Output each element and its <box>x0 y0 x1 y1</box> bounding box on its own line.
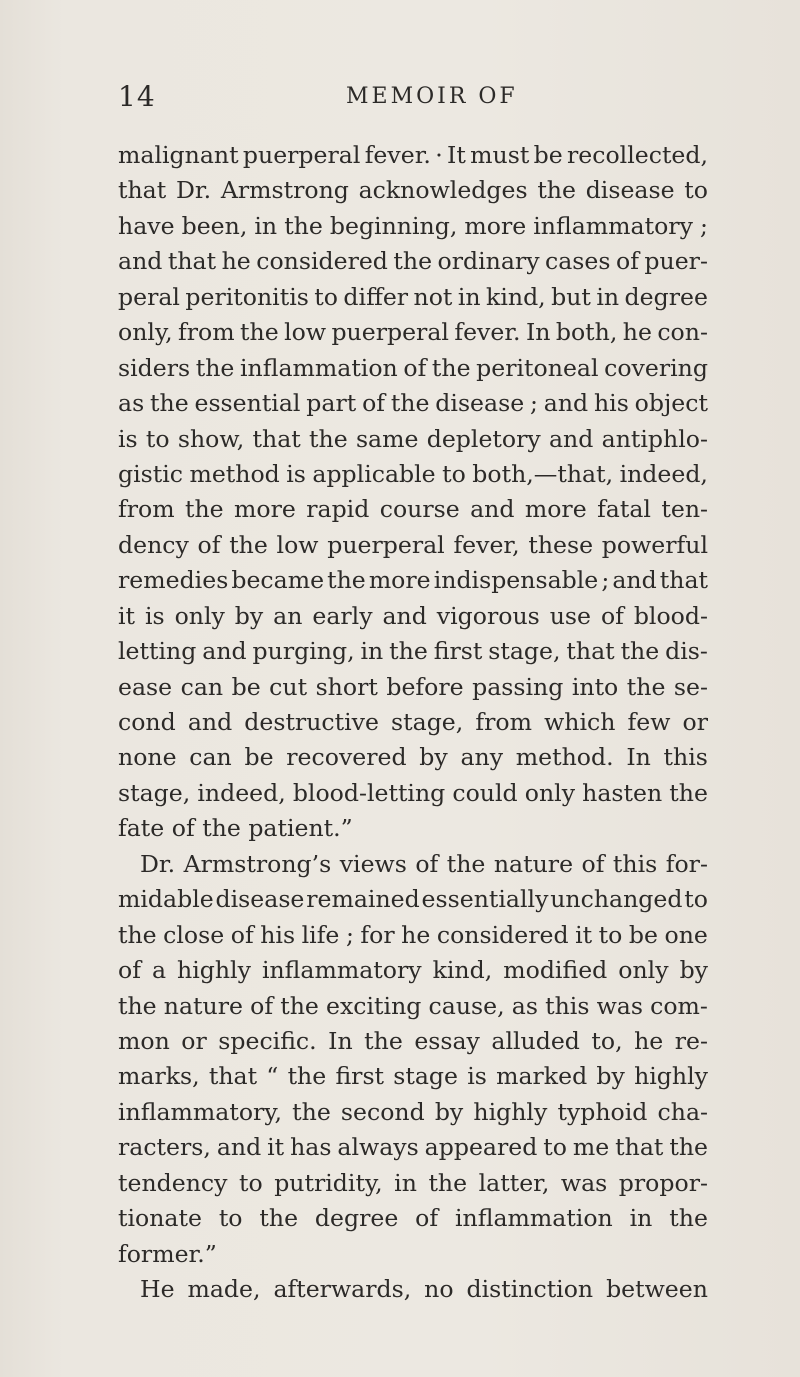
text-line: of a highly inflammatory kind, modified only by <box>118 956 708 985</box>
text-line: none can be recovered by any method. In this <box>118 743 708 772</box>
text-line: Dr. Armstrong’s views of the nature of this for- <box>140 849 708 878</box>
text-line: former.” <box>118 1239 217 1268</box>
text-line: the close of his life ; for he considered it to be one <box>118 920 708 949</box>
text-line: marks, that “ the first stage is marked by highly <box>118 1062 708 1091</box>
text-line: peral peritonitis to differ not in kind, but in degree <box>118 282 708 311</box>
text-line: letting and purging, in the first stage, that the dis- <box>118 637 708 666</box>
text-line: is to show, that the same depletory and antiphlo- <box>118 424 708 453</box>
text-line: gistic method is applicable to both,—that, indeed, <box>118 459 708 488</box>
text-line: malignant puerperal fever. · It must be recollected, <box>118 141 708 169</box>
text-line: inflammatory, the second by highly typhoid cha- <box>118 1097 708 1126</box>
text-line: dency of the low puerperal fever, these powerful <box>118 530 708 559</box>
text-line: and that he considered the ordinary cases of puer- <box>118 247 708 276</box>
running-head: MEMOIR OF <box>346 84 518 109</box>
text-line: siders the inflammation of the peritoneal covering <box>118 353 708 382</box>
text-line: stage, indeed, blood-letting could only hasten the <box>118 778 708 807</box>
text-line: ease can be cut short before passing into the se- <box>118 672 708 701</box>
text-line: midable disease remained essentially unchanged to <box>118 885 708 914</box>
text-line: it is only by an early and vigorous use of blood- <box>118 601 708 630</box>
text-line: from the more rapid course and more fatal ten- <box>118 495 708 524</box>
text-line: He made, afterwards, no distinction between <box>140 1275 708 1303</box>
text-line: have been, in the beginning, more inflammatory ; <box>118 211 708 240</box>
page-number: 14 <box>118 80 156 113</box>
text-line: mon or specific. In the essay alluded to, he re- <box>118 1026 708 1055</box>
text-line: as the essential part of the disease ; and his object <box>118 389 708 418</box>
text-line: tionate to the degree of inflammation in the <box>118 1204 708 1233</box>
text-line: that Dr. Armstrong acknowledges the disease to <box>118 176 708 205</box>
body-text <box>118 138 708 1307</box>
page-header <box>118 80 718 120</box>
text-line: only, from the low puerperal fever. In both, he con- <box>118 318 708 347</box>
text-line: racters, and it has always appeared to me that the <box>118 1133 708 1162</box>
text-line: the nature of the exciting cause, as this was com- <box>118 991 708 1020</box>
text-line: fate of the patient.” <box>118 814 353 843</box>
text-line: cond and destructive stage, from which few or <box>118 708 708 736</box>
text-line: remedies became the more indispensable ; and that <box>118 566 708 595</box>
text-line: tendency to putridity, in the latter, was propor- <box>118 1168 708 1197</box>
